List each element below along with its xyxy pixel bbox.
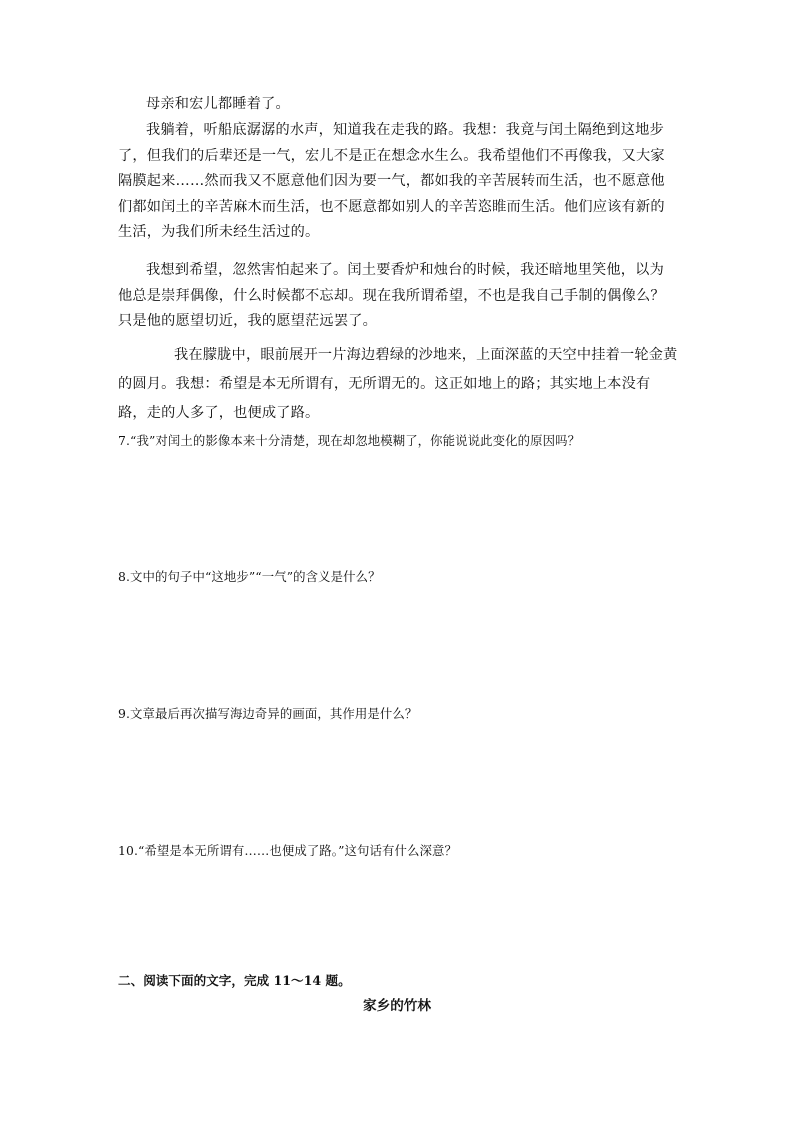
passage-paragraph-2: 我躺着，听船底潺潺的水声，知道我在走我的路。我想：我竟与闰土隔绝到这地步了，但我们的后辈还是一气，宏儿不是正在想念水生么。我希望他们不再像我，又大家隔膜起来……然而我又不愿意他们因为要一气，都如我的辛苦展转而生活，也不愿意他们都如闰土的辛苦麻木而生活，也不愿意都如别人的辛苦恣睢而生活。他们应该有新的生活，为我们所未经生活过的。: [118, 122, 665, 240]
passage-paragraph-4: 我在朦胧中，眼前展开一片海边碧绿的沙地来，上面深蓝的天空中挂着一轮金黄的圆月。我想：希望是本无所谓有，无所谓无的。这正如地上的路；其实地上本没有路，走的人多了，也便成了路。: [118, 347, 678, 421]
article-title: 家乡的竹林: [363, 998, 431, 1014]
section-heading: 二、阅读下面的文字，完成 11～14 题。: [118, 973, 351, 988]
passage-paragraph-3: 我想到希望，忽然害怕起来了。闰土要香炉和烛台的时候，我还暗地里笑他，以为他总是崇拜偶像，什么时候都不忘却。现在我所谓希望，不也是我自己手制的偶像么？只是他的愿望切近，我的愿望茫远罢了。: [118, 262, 665, 329]
question-7: 7.“我”对闰土的影像本来十分清楚，现在却忽地模糊了，你能说说此变化的原因吗？: [118, 433, 581, 448]
passage-paragraph-1: 母亲和宏儿都睡着了。: [146, 96, 290, 112]
question-8: 8.文中的句子中“这地步”“一气”的含义是什么？: [118, 569, 381, 584]
question-10: 10.“希望是本无所谓有……也便成了路。”这句话有什么深意？: [118, 843, 457, 858]
question-9: 9.文章最后再次描写海边奇异的画面，其作用是什么？: [118, 706, 418, 721]
